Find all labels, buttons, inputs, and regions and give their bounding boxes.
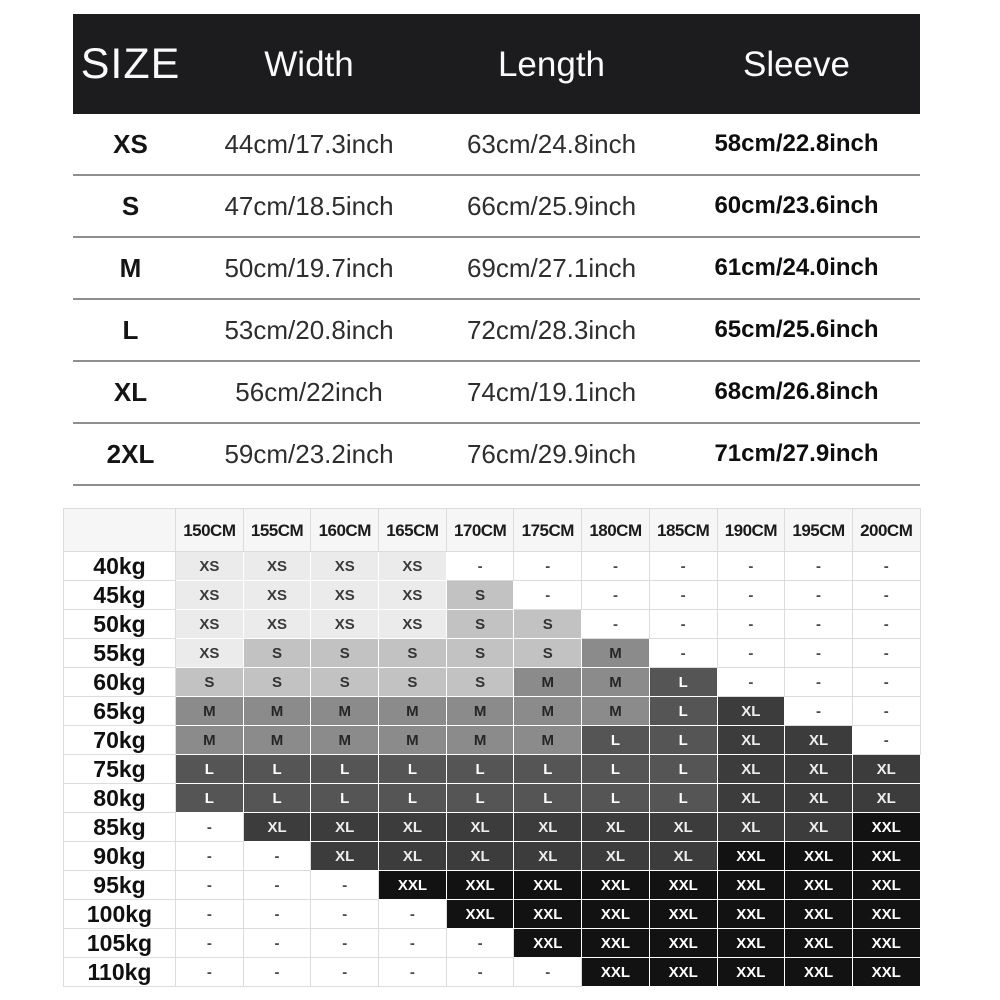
height-header: 200CM	[853, 509, 921, 552]
matrix-cell-size: XXL	[718, 871, 786, 900]
matrix-cell-size: XL	[853, 784, 921, 813]
matrix-cell-empty: -	[176, 958, 244, 987]
matrix-cell-empty: -	[582, 552, 650, 581]
matrix-cell-size: XS	[176, 581, 244, 610]
matrix-cell-empty: -	[718, 639, 786, 668]
matrix-cell-size: L	[447, 784, 515, 813]
matrix-cell-empty: -	[650, 581, 718, 610]
matrix-cell-size: XXL	[514, 900, 582, 929]
matrix-cell-size: S	[379, 639, 447, 668]
matrix-cell-size: S	[311, 639, 379, 668]
matrix-cell-empty: -	[244, 842, 312, 871]
matrix-cell-size: XXL	[853, 813, 921, 842]
matrix-cell-empty: -	[718, 668, 786, 697]
height-header: 190CM	[718, 509, 786, 552]
matrix-cell-size: XXL	[853, 842, 921, 871]
height-header: 150CM	[176, 509, 244, 552]
weight-header: 65kg	[64, 697, 176, 726]
matrix-row	[64, 929, 921, 958]
matrix-cell-size: XL	[718, 755, 786, 784]
matrix-cell-empty: -	[514, 958, 582, 987]
matrix-cell-empty: -	[853, 610, 921, 639]
matrix-cell-size: XL	[718, 726, 786, 755]
matrix-cell-empty: -	[311, 900, 379, 929]
matrix-cell-size: XXL	[718, 842, 786, 871]
matrix-cell-size: S	[447, 581, 515, 610]
spec-size-label: L	[122, 314, 139, 345]
matrix-row	[64, 610, 921, 639]
matrix-cell-empty: -	[176, 929, 244, 958]
height-header: 175CM	[514, 509, 582, 552]
matrix-cell-empty: -	[514, 552, 582, 581]
matrix-cell-size: XL	[244, 813, 312, 842]
weight-header: 105kg	[64, 929, 176, 958]
spec-sleeve-value: 60cm/23.6inch	[714, 192, 879, 219]
matrix-cell-size: XS	[311, 552, 379, 581]
matrix-cell-size: S	[447, 610, 515, 639]
measurement-table-body	[73, 114, 920, 486]
matrix-cell-empty: -	[244, 929, 312, 958]
matrix-cell-size: XL	[514, 813, 582, 842]
matrix-cell-empty: -	[853, 726, 921, 755]
height-header: 195CM	[785, 509, 853, 552]
matrix-cell-empty: -	[785, 639, 853, 668]
matrix-cell-size: M	[176, 726, 244, 755]
spec-row-xl	[73, 362, 920, 424]
col-header-width: Width	[264, 44, 354, 84]
matrix-cell-size: L	[311, 784, 379, 813]
matrix-cell-size: L	[650, 784, 718, 813]
matrix-cell-size: XS	[379, 610, 447, 639]
matrix-cell-size: M	[514, 726, 582, 755]
matrix-cell-size: L	[650, 697, 718, 726]
spec-row-m	[73, 238, 920, 300]
height-header: 185CM	[650, 509, 718, 552]
matrix-cell-empty: -	[176, 813, 244, 842]
spec-row-s	[73, 176, 920, 238]
matrix-cell-size: XXL	[853, 871, 921, 900]
matrix-row	[64, 813, 921, 842]
spec-sleeve-value: 61cm/24.0inch	[714, 254, 879, 281]
spec-width-value: 53cm/20.8inch	[224, 314, 394, 345]
col-header-length: Length	[497, 44, 606, 84]
matrix-cell-size: XS	[176, 552, 244, 581]
matrix-row	[64, 726, 921, 755]
height-header: 170CM	[447, 509, 515, 552]
matrix-cell-size: XS	[244, 610, 312, 639]
height-header: 165CM	[379, 509, 447, 552]
matrix-cell-size: M	[244, 726, 312, 755]
matrix-cell-size: XXL	[650, 900, 718, 929]
spec-length-value: 74cm/19.1inch	[466, 376, 637, 407]
weight-header: 55kg	[64, 639, 176, 668]
matrix-cell-size: S	[447, 668, 515, 697]
matrix-cell-size: S	[379, 668, 447, 697]
matrix-cell-size: L	[447, 755, 515, 784]
matrix-cell-size: XS	[244, 552, 312, 581]
matrix-cell-empty: -	[176, 871, 244, 900]
matrix-cell-size: L	[650, 668, 718, 697]
weight-header: 85kg	[64, 813, 176, 842]
matrix-cell-size: XL	[379, 842, 447, 871]
col-header-size: SIZE	[80, 39, 181, 88]
weight-header: 100kg	[64, 900, 176, 929]
matrix-cell-size: XXL	[582, 929, 650, 958]
matrix-cell-size: M	[514, 668, 582, 697]
matrix-cell-size: XXL	[853, 958, 921, 987]
matrix-cell-size: XL	[718, 813, 786, 842]
matrix-cell-size: XS	[379, 581, 447, 610]
matrix-cell-size: L	[244, 755, 312, 784]
spec-length-value: 69cm/27.1inch	[466, 252, 637, 283]
matrix-cell-empty: -	[447, 958, 515, 987]
matrix-cell-size: M	[447, 697, 515, 726]
measurement-table	[73, 14, 920, 486]
weight-header: 45kg	[64, 581, 176, 610]
matrix-cell-size: XS	[176, 610, 244, 639]
matrix-cell-size: XL	[785, 784, 853, 813]
matrix-cell-size: M	[514, 697, 582, 726]
matrix-cell-size: M	[176, 697, 244, 726]
spec-width-value: 59cm/23.2inch	[224, 438, 394, 469]
matrix-cell-size: S	[176, 668, 244, 697]
matrix-cell-empty: -	[718, 581, 786, 610]
matrix-cell-size: XXL	[785, 900, 853, 929]
matrix-cell-size: XL	[853, 755, 921, 784]
matrix-cell-size: L	[311, 755, 379, 784]
matrix-cell-empty: -	[853, 668, 921, 697]
matrix-cell-size: XXL	[514, 871, 582, 900]
matrix-cell-size: XL	[447, 842, 515, 871]
matrix-cell-empty: -	[582, 581, 650, 610]
spec-sleeve-value: 65cm/25.6inch	[714, 316, 879, 343]
matrix-cell-empty: -	[853, 639, 921, 668]
matrix-cell-empty: -	[718, 610, 786, 639]
spec-row-l	[73, 300, 920, 362]
spec-size-label: XS	[113, 128, 148, 159]
height-header: 160CM	[311, 509, 379, 552]
spec-size-label: XL	[113, 376, 148, 407]
matrix-cell-size: S	[244, 639, 312, 668]
matrix-cell-size: L	[176, 784, 244, 813]
matrix-cell-size: M	[582, 639, 650, 668]
matrix-cell-size: XXL	[650, 958, 718, 987]
matrix-cell-empty: -	[853, 552, 921, 581]
matrix-cell-empty: -	[718, 552, 786, 581]
matrix-cell-empty: -	[785, 697, 853, 726]
matrix-cell-size: XXL	[582, 958, 650, 987]
matrix-cell-size: XL	[311, 842, 379, 871]
matrix-cell-size: M	[379, 726, 447, 755]
matrix-cell-size: XL	[785, 726, 853, 755]
matrix-cell-size: M	[582, 697, 650, 726]
matrix-row	[64, 842, 921, 871]
spec-length-value: 66cm/25.9inch	[466, 190, 637, 221]
matrix-cell-size: L	[514, 755, 582, 784]
height-weight-matrix	[63, 508, 921, 987]
matrix-row	[64, 668, 921, 697]
spec-row-2xl	[73, 424, 920, 486]
matrix-cell-size: XL	[582, 813, 650, 842]
matrix-cell-empty: -	[582, 610, 650, 639]
spec-size-label: S	[121, 190, 140, 221]
matrix-cell-empty: -	[785, 668, 853, 697]
spec-length-value: 72cm/28.3inch	[466, 314, 637, 345]
matrix-cell-empty: -	[447, 552, 515, 581]
matrix-cell-size: XXL	[379, 871, 447, 900]
matrix-row	[64, 697, 921, 726]
matrix-cell-empty: -	[311, 871, 379, 900]
matrix-cell-size: XL	[447, 813, 515, 842]
matrix-cell-empty: -	[311, 958, 379, 987]
matrix-cell-size: L	[176, 755, 244, 784]
matrix-cell-size: M	[311, 726, 379, 755]
matrix-cell-size: XXL	[718, 900, 786, 929]
spec-size-label: M	[119, 252, 142, 283]
matrix-cell-size: XS	[379, 552, 447, 581]
matrix-cell-size: L	[379, 755, 447, 784]
weight-header: 70kg	[64, 726, 176, 755]
matrix-cell-size: XL	[785, 813, 853, 842]
matrix-cell-empty: -	[785, 581, 853, 610]
spec-width-value: 44cm/17.3inch	[224, 128, 394, 159]
weight-header: 110kg	[64, 958, 176, 987]
weight-header: 40kg	[64, 552, 176, 581]
matrix-cell-size: L	[650, 726, 718, 755]
matrix-cell-empty: -	[650, 639, 718, 668]
spec-row-xs	[73, 114, 920, 176]
matrix-cell-size: S	[244, 668, 312, 697]
matrix-row	[64, 958, 921, 987]
matrix-cell-size: XS	[311, 610, 379, 639]
matrix-cell-size: XL	[785, 755, 853, 784]
matrix-row	[64, 900, 921, 929]
matrix-cell-empty: -	[853, 697, 921, 726]
matrix-cell-empty: -	[785, 610, 853, 639]
matrix-cell-size: XXL	[582, 900, 650, 929]
measurement-table-header	[73, 14, 920, 114]
spec-sleeve-value: 68cm/26.8inch	[714, 378, 879, 405]
matrix-cell-size: XXL	[785, 929, 853, 958]
matrix-cell-size: L	[379, 784, 447, 813]
spec-length-value: 76cm/29.9inch	[466, 438, 637, 469]
matrix-cell-size: XL	[514, 842, 582, 871]
matrix-cell-size: XXL	[650, 871, 718, 900]
matrix-cell-size: L	[244, 784, 312, 813]
matrix-row	[64, 755, 921, 784]
matrix-cell-size: S	[447, 639, 515, 668]
matrix-cell-size: XXL	[853, 929, 921, 958]
matrix-header-row	[64, 509, 921, 552]
matrix-cell-size: XS	[244, 581, 312, 610]
weight-header: 50kg	[64, 610, 176, 639]
matrix-corner-cell	[64, 509, 176, 552]
spec-sleeve-value: 71cm/27.9inch	[714, 440, 879, 467]
matrix-cell-empty: -	[244, 900, 312, 929]
matrix-cell-empty: -	[244, 871, 312, 900]
matrix-cell-size: XL	[718, 697, 786, 726]
matrix-cell-size: XXL	[582, 871, 650, 900]
matrix-row	[64, 552, 921, 581]
spec-width-value: 56cm/22inch	[235, 376, 383, 407]
weight-header: 80kg	[64, 784, 176, 813]
matrix-cell-size: M	[244, 697, 312, 726]
matrix-cell-empty: -	[379, 958, 447, 987]
weight-header: 90kg	[64, 842, 176, 871]
matrix-cell-size: XL	[650, 842, 718, 871]
matrix-cell-size: XXL	[785, 958, 853, 987]
spec-size-label: 2XL	[106, 438, 155, 469]
matrix-row	[64, 784, 921, 813]
matrix-row	[64, 871, 921, 900]
matrix-cell-empty: -	[176, 900, 244, 929]
matrix-cell-size: XS	[176, 639, 244, 668]
spec-width-value: 47cm/18.5inch	[224, 190, 394, 221]
spec-width-value: 50cm/19.7inch	[224, 252, 394, 283]
matrix-cell-size: L	[582, 755, 650, 784]
matrix-cell-empty: -	[447, 929, 515, 958]
matrix-cell-empty: -	[853, 581, 921, 610]
matrix-cell-size: XXL	[718, 958, 786, 987]
matrix-cell-size: XXL	[853, 900, 921, 929]
matrix-cell-size: XXL	[447, 871, 515, 900]
matrix-cell-size: M	[582, 668, 650, 697]
matrix-cell-size: S	[514, 610, 582, 639]
matrix-cell-size: XXL	[785, 842, 853, 871]
height-header: 155CM	[244, 509, 312, 552]
matrix-cell-empty: -	[785, 552, 853, 581]
matrix-cell-size: XL	[718, 784, 786, 813]
matrix-cell-size: XL	[379, 813, 447, 842]
col-header-sleeve: Sleeve	[742, 44, 851, 84]
matrix-cell-size: L	[650, 755, 718, 784]
matrix-cell-size: S	[514, 639, 582, 668]
matrix-cell-size: L	[582, 726, 650, 755]
matrix-cell-size: XL	[582, 842, 650, 871]
matrix-cell-size: XXL	[650, 929, 718, 958]
matrix-cell-size: M	[379, 697, 447, 726]
height-header: 180CM	[582, 509, 650, 552]
matrix-cell-size: XXL	[785, 871, 853, 900]
weight-header: 60kg	[64, 668, 176, 697]
matrix-cell-size: XXL	[514, 929, 582, 958]
matrix-cell-empty: -	[311, 929, 379, 958]
matrix-cell-size: L	[582, 784, 650, 813]
matrix-cell-empty: -	[650, 552, 718, 581]
matrix-cell-empty: -	[514, 581, 582, 610]
weight-header: 95kg	[64, 871, 176, 900]
matrix-row	[64, 581, 921, 610]
weight-header: 75kg	[64, 755, 176, 784]
matrix-cell-size: XXL	[447, 900, 515, 929]
matrix-cell-empty: -	[379, 900, 447, 929]
matrix-cell-size: M	[447, 726, 515, 755]
spec-length-value: 63cm/24.8inch	[466, 128, 637, 159]
spec-sleeve-value: 58cm/22.8inch	[714, 130, 879, 157]
matrix-cell-empty: -	[379, 929, 447, 958]
matrix-cell-size: XXL	[718, 929, 786, 958]
matrix-cell-size: XL	[311, 813, 379, 842]
matrix-cell-size: XS	[311, 581, 379, 610]
matrix-cell-empty: -	[244, 958, 312, 987]
matrix-cell-empty: -	[176, 842, 244, 871]
matrix-cell-size: XL	[650, 813, 718, 842]
matrix-cell-empty: -	[650, 610, 718, 639]
matrix-cell-size: L	[514, 784, 582, 813]
matrix-cell-size: M	[311, 697, 379, 726]
matrix-row	[64, 639, 921, 668]
matrix-cell-size: S	[311, 668, 379, 697]
